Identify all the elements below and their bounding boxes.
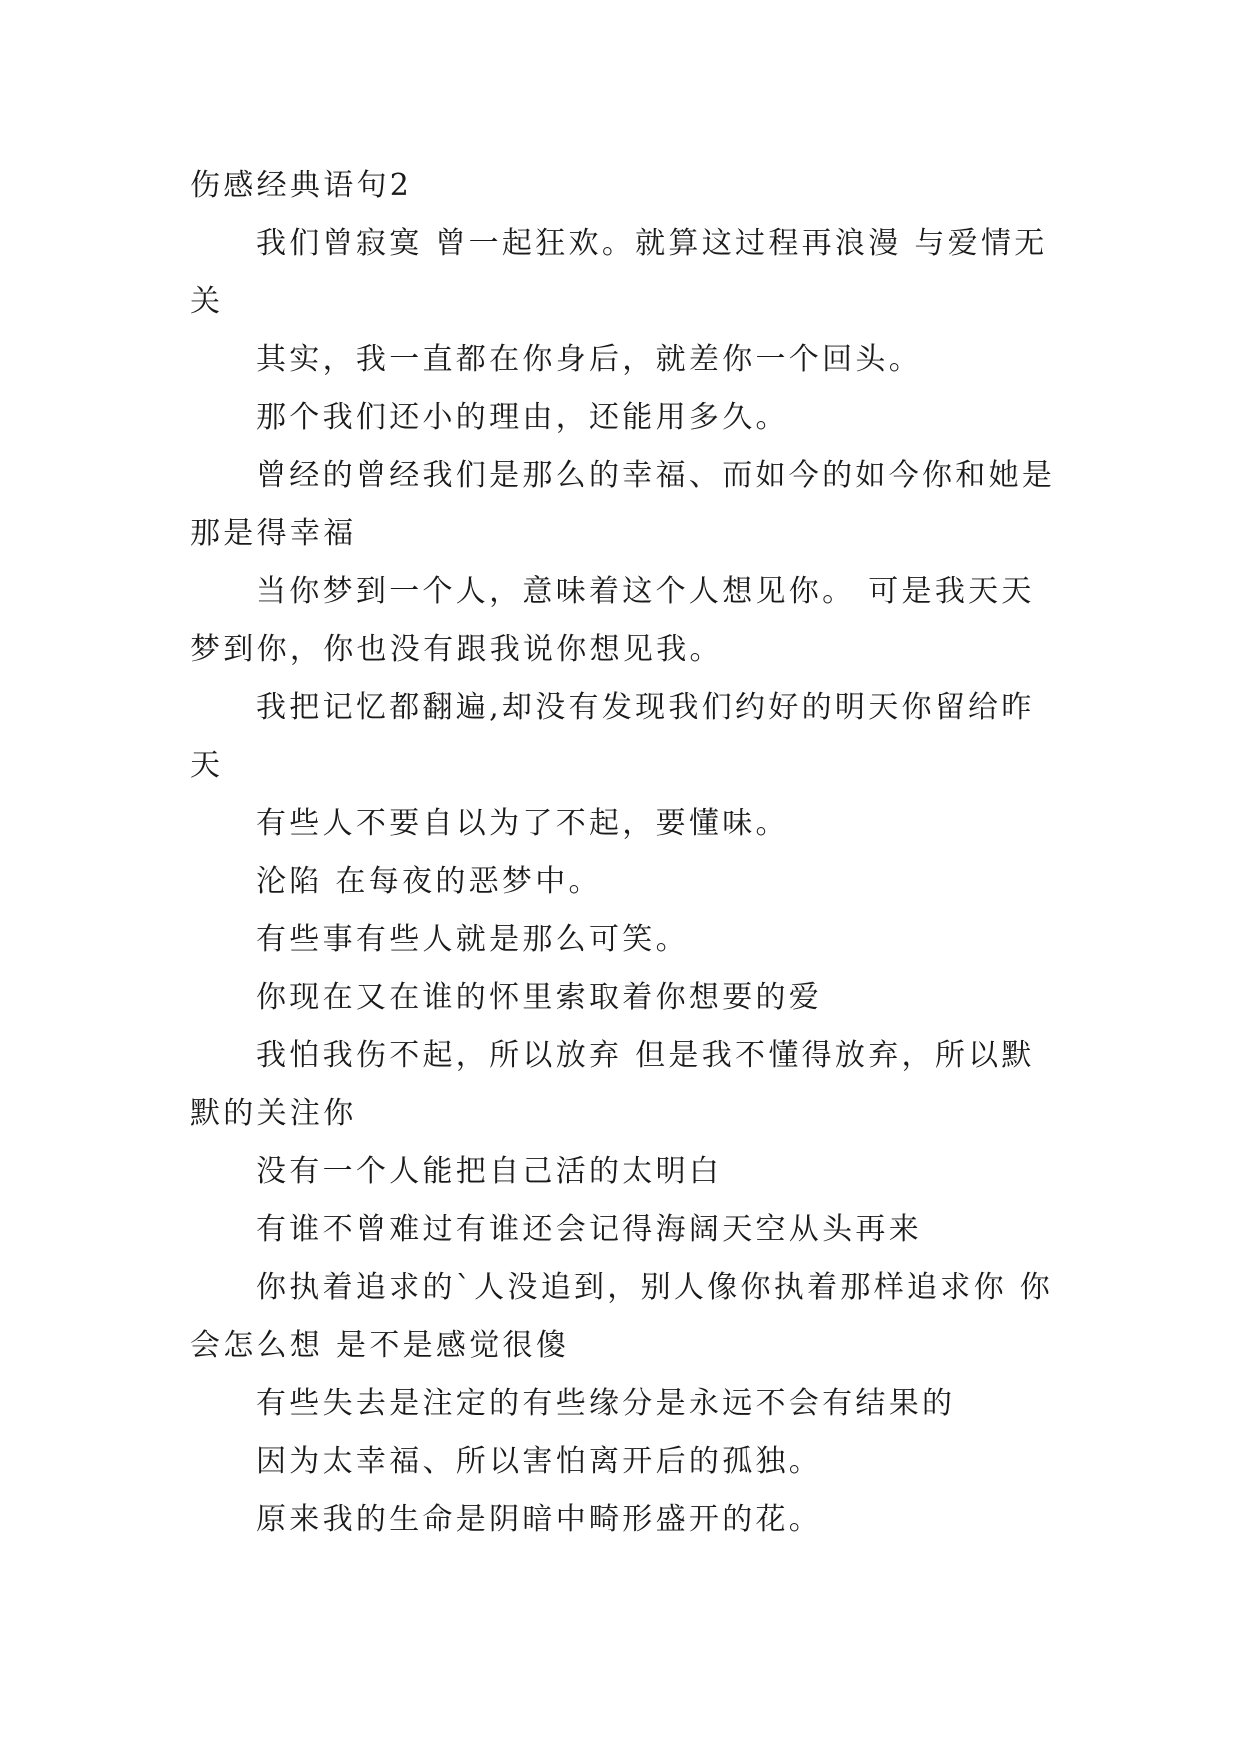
paragraph: 你现在又在谁的怀里索取着你想要的爱 bbox=[256, 980, 823, 1015]
paragraph: 我怕我伤不起，所以放弃 但是我不懂得放弃，所以默默的关注你 bbox=[190, 1038, 1035, 1131]
document-title: 伤感经典语句2 bbox=[190, 168, 413, 203]
paragraph: 原来我的生命是阴暗中畸形盛开的花。 bbox=[256, 1502, 823, 1537]
paragraph: 当你梦到一个人，意味着这个人想见你。 可是我天天梦到你，你也没有跟我说你想见我。 bbox=[190, 574, 1035, 667]
paragraph: 有谁不曾难过有谁还会记得海阔天空从头再来 bbox=[256, 1212, 922, 1247]
paragraph: 没有一个人能把自己活的太明白 bbox=[256, 1154, 723, 1189]
paragraph: 其实，我一直都在你身后，就差你一个回头。 bbox=[256, 342, 922, 377]
paragraph: 因为太幸福、所以害怕离开后的孤独。 bbox=[256, 1444, 823, 1479]
paragraph: 有些事有些人就是那么可笑。 bbox=[256, 922, 689, 957]
paragraph: 那个我们还小的理由，还能用多久。 bbox=[256, 400, 789, 435]
document-body bbox=[190, 157, 1056, 1549]
paragraph: 我们曾寂寞 曾一起狂欢。就算这过程再浪漫 与爱情无关 bbox=[190, 226, 1048, 319]
paragraph: 有些人不要自以为了不起，要懂味。 bbox=[256, 806, 789, 841]
paragraph: 我把记忆都翻遍,却没有发现我们约好的明天你留给昨天 bbox=[190, 690, 1035, 783]
paragraph: 曾经的曾经我们是那么的幸福、而如今的如今你和她是那是得幸福 bbox=[190, 458, 1056, 551]
paragraph: 沦陷 在每夜的恶梦中。 bbox=[256, 864, 602, 899]
paragraph: 有些失去是注定的有些缘分是永远不会有结果的 bbox=[256, 1386, 956, 1421]
paragraph: 你执着追求的`人没追到，别人像你执着那样追求你 你会怎么想 是不是感觉很傻 bbox=[190, 1270, 1054, 1363]
